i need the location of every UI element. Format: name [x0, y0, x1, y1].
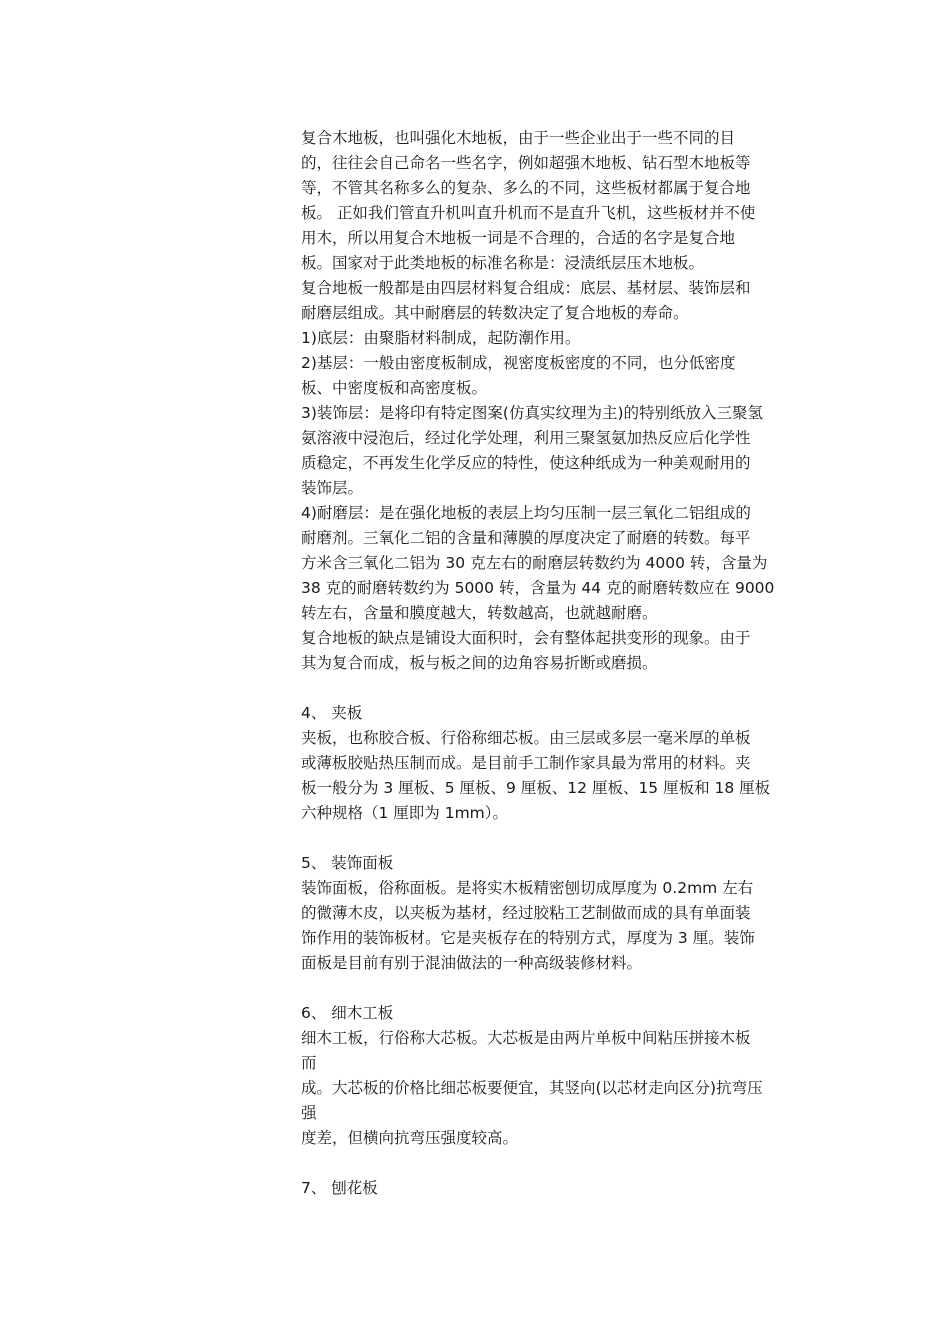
text-line: 面板是目前有别于混油做法的一种高级装修材料。 — [301, 954, 643, 972]
text-line: 复合地板一般都是由四层材料复合组成：底层、基材层、装饰层和 — [301, 279, 751, 297]
text-line: 细木工板，行俗称大芯板。大芯板是由两片单板中间粘压拼接木板 — [301, 1029, 751, 1047]
text-line: 而 — [301, 1054, 317, 1072]
text-line: 质稳定，不再发生化学反应的特性，使这种纸成为一种美观耐用的 — [301, 454, 751, 472]
text-line: 氨溶液中浸泡后，经过化学处理，利用三聚氢氨加热反应后化学性 — [301, 429, 751, 447]
text-line: 装饰面板，俗称面板。是将实木板精密刨切成厚度为 0.2mm 左右 — [301, 879, 754, 897]
text-line: 耐磨剂。三氧化二铝的含量和薄膜的厚度决定了耐磨的转数。每平 — [301, 529, 751, 547]
text-line: 38 克的耐磨转数约为 5000 转，含量为 44 克的耐磨转数应在 9000 — [301, 579, 775, 597]
blank-line — [301, 976, 805, 1001]
text-line: 的，往往会自己命名一些名字，例如超强木地板、钻石型木地板等 — [301, 154, 751, 172]
text-line: 方米含三氧化二铝为 30 克左右的耐磨层转数约为 4000 转，含量为 — [301, 554, 768, 572]
text-line: 或薄板胶贴热压制而成。是目前手工制作家具最为常用的材料。夹 — [301, 754, 751, 772]
text-line: 饰作用的装饰板材。它是夹板存在的特别方式，厚度为 3 厘。装饰 — [301, 929, 755, 947]
section-heading: 6、 细木工板 — [301, 1004, 394, 1022]
section-heading: 7、 刨花板 — [301, 1179, 378, 1197]
document-body — [301, 126, 805, 1201]
text-line: 其为复合而成，板与板之间的边角容易折断或磨损。 — [301, 654, 658, 672]
text-line: 耐磨层组成。其中耐磨层的转数决定了复合地板的寿命。 — [301, 304, 689, 322]
text-line: 的微薄木皮，以夹板为基材，经过胶粘工艺制做而成的具有单面装 — [301, 904, 751, 922]
text-line: 强 — [301, 1104, 317, 1122]
text-line: 用木，所以用复合木地板一词是不合理的，合适的名字是复合地 — [301, 229, 736, 247]
text-line: 复合地板的缺点是铺设大面积时，会有整体起拱变形的现象。由于 — [301, 629, 751, 647]
text-line: 4)耐磨层：是在强化地板的表层上均匀压制一层三氧化二铝组成的 — [301, 504, 751, 522]
text-line: 成。大芯板的价格比细芯板要便宜，其竖向(以芯材走向区分)抗弯压 — [301, 1079, 763, 1097]
text-line: 复合木地板，也叫强化木地板，由于一些企业出于一些不同的目 — [301, 129, 736, 147]
blank-line — [301, 1151, 805, 1176]
text-line: 转左右，含量和膜度越大，转数越高，也就越耐磨。 — [301, 604, 658, 622]
text-line: 板一般分为 3 厘板、5 厘板、9 厘板、12 厘板、15 厘板和 18 厘板 — [301, 779, 771, 797]
blank-line — [301, 676, 805, 701]
text-line: 夹板，也称胶合板、行俗称细芯板。由三层或多层一毫米厚的单板 — [301, 729, 751, 747]
text-line: 板、中密度板和高密度板。 — [301, 379, 488, 397]
text-line: 板。 正如我们管直升机叫直升机而不是直升飞机，这些板材并不使 — [301, 204, 756, 222]
text-line: 装饰层。 — [301, 479, 364, 497]
text-line: 等，不管其名称多么的复杂、多么的不同，这些板材都属于复合地 — [301, 179, 751, 197]
section-heading: 5、 装饰面板 — [301, 854, 394, 872]
text-line: 3)装饰层：是将印有特定图案(仿真实纹理为主)的特别纸放入三聚氢 — [301, 404, 764, 422]
text-line: 2)基层：一般由密度板制成，视密度板密度的不同，也分低密度 — [301, 354, 736, 372]
text-line: 板。国家对于此类地板的标准名称是：浸渍纸层压木地板。 — [301, 254, 705, 272]
section-heading: 4、 夹板 — [301, 704, 363, 722]
text-line: 1)底层：由聚脂材料制成，起防潮作用。 — [301, 329, 581, 347]
blank-line — [301, 826, 805, 851]
text-line: 六种规格（1 厘即为 1mm）。 — [301, 804, 509, 822]
text-line: 度差，但横向抗弯压强度较高。 — [301, 1129, 519, 1147]
